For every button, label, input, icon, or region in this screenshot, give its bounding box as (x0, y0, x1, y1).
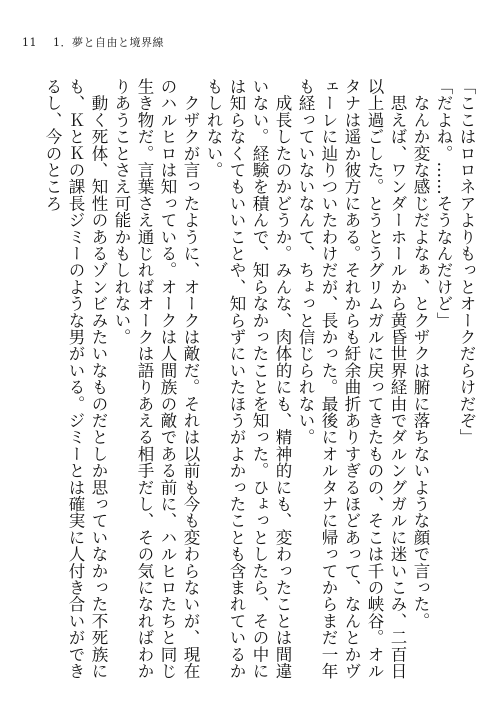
paragraph: 「ここはロロネアよりもっとオークだらけだぞ」 (457, 78, 476, 446)
paragraph: 思えば、ワンダーホールから黄昏世界経由でダルングガルに迷いこみ、二百日以上過ごした。とうとうグリムガルに戻ってきたものの、そこは千の峡谷。オルタナは遥か彼方にある。それからも紆余曲折ありすぎるほどあって、なんとかヴェーレに辿りついたわけだが、長かった。最後にオルタナに帰ってからまだ一年も経っていないなんて、ちょっと信じられない。 (296, 78, 407, 680)
paragraph: 「だよね。……そうなんだけど」 (434, 78, 453, 329)
page-body (18, 78, 478, 688)
chapter-title: 1．夢と自由と境界線 (53, 36, 164, 49)
paragraph: クザクが言ったように、オークは敵だ。それは以前も今も変わらないが、現在のハルヒロは知っている。オークは人間族の敵である前に、ハルヒロたちと同じ生き物だ。言葉さえ通じればオークは語りあえる相手だし、その気になればわかりあうことさえ可能かもしれない。 (112, 78, 200, 680)
paragraph: 成長したのかどうか。みんな、肉体的にも、精神的にも、変わったことは間違いない。経験を積んで、知らなかったことを知った。ひょっとしたら、その中には知らなくてもいいことや、知らずにいたほうがよかったことも含まれているかもしれない。 (204, 78, 292, 680)
paragraph: 動く死体、知性のあるゾンビみたいなものだとしか思っていなかった不死族にも、ＫとＫの課長ジミーのような男がいる。ジミーとは確実に人付き合いができるし、今のところ (43, 78, 108, 680)
page-number: 11 (22, 36, 37, 49)
page-header (22, 34, 164, 50)
paragraph: なんか変な感じだよなぁ、とクザクは腑に落ちないような顔で言った。 (411, 78, 430, 630)
